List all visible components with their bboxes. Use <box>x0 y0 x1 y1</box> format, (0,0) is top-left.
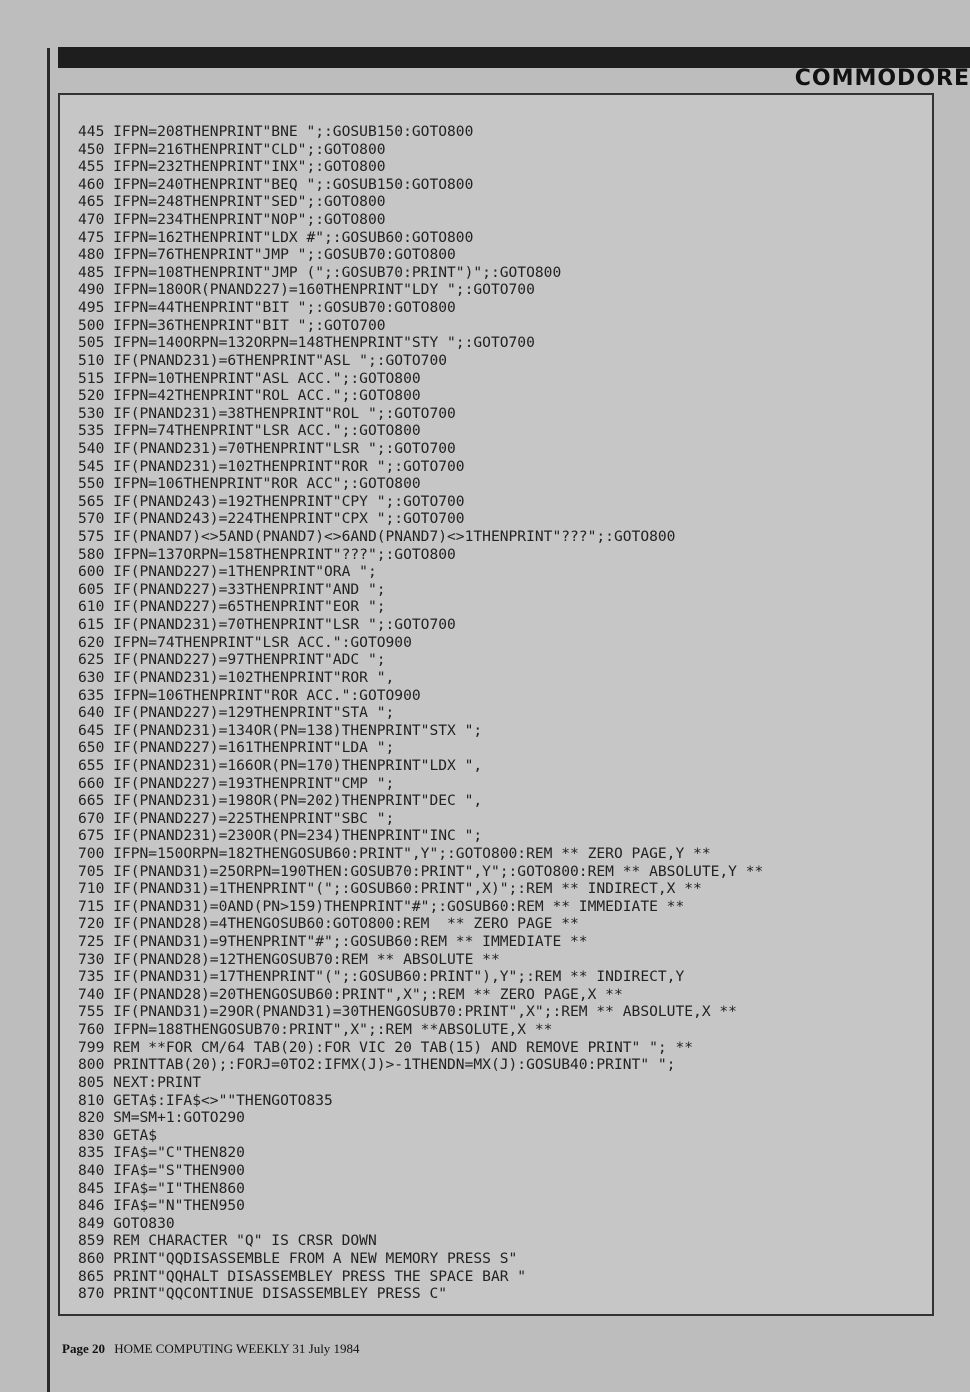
code-line: 670 IF(PNAND227)=225THENPRINT"SBC "; <box>78 809 395 827</box>
code-line: 500 IFPN=36THENPRINT"BIT ";:GOTO700 <box>78 316 386 334</box>
code-line: 570 IF(PNAND243)=224THENPRINT"CPX ";:GOTO700 <box>78 510 465 528</box>
code-line: 515 IFPN=10THENPRINT"ASL ACC.";:GOTO800 <box>78 369 421 387</box>
code-line: 799 REM **FOR CM/64 TAB(20):FOR VIC 20 TAB(15) AND REMOVE PRINT" "; ** <box>78 1038 694 1056</box>
code-line: 645 IF(PNAND231)=134OR(PN=138)THENPRINT"STX "; <box>78 721 483 739</box>
code-line: 760 IFPN=188THENGOSUB70:PRINT",X";:REM **ABSOLUTE,X ** <box>78 1021 553 1039</box>
code-line: 846 IFA$="N"THEN950 <box>78 1197 245 1215</box>
code-line: 665 IF(PNAND231)=198OR(PN=202)THENPRINT"DEC ", <box>78 792 483 810</box>
code-line: 490 IFPN=180OR(PNAND227)=160THENPRINT"LDY ";:GOTO700 <box>78 281 535 299</box>
page-footer <box>62 1341 360 1357</box>
code-line: 820 SM=SM+1:GOTO290 <box>78 1109 245 1127</box>
section-title: COMMODORE <box>794 66 970 91</box>
code-line: 615 IF(PNAND231)=70THENPRINT"LSR ";:GOTO700 <box>78 616 456 634</box>
code-line: 535 IFPN=74THENPRINT"LSR ACC.";:GOTO800 <box>78 422 421 440</box>
code-line: 735 IF(PNAND31)=17THENPRINT"(";:GOSUB60:PRINT"),Y";:REM ** INDIRECT,Y <box>78 968 685 986</box>
code-line: 705 IF(PNAND31)=25ORPN=190THEN:GOSUB70:PRINT",Y";:GOTO800:REM ** ABSOLUTE,Y ** <box>78 862 764 880</box>
program-listing-box <box>58 93 934 1316</box>
code-line: 575 IF(PNAND7)<>5AND(PNAND7)<>6AND(PNAND7)<>1THENPRINT"???";:GOTO800 <box>78 528 676 546</box>
code-line: 655 IF(PNAND231)=166OR(PN=170)THENPRINT"LDX ", <box>78 756 483 774</box>
code-line: 465 IFPN=248THENPRINT"SED";:GOTO800 <box>78 193 386 211</box>
code-line: 495 IFPN=44THENPRINT"BIT ";:GOSUB70:GOTO800 <box>78 299 456 317</box>
code-line: 630 IF(PNAND231)=102THENPRINT"ROR ", <box>78 668 395 686</box>
code-line: 660 IF(PNAND227)=193THENPRINT"CMP "; <box>78 774 395 792</box>
code-line: 849 GOTO830 <box>78 1214 175 1232</box>
program-listing <box>78 123 763 1303</box>
code-line: 830 GETA$ <box>78 1126 158 1144</box>
code-line: 600 IF(PNAND227)=1THENPRINT"ORA "; <box>78 563 377 581</box>
code-line: 740 IF(PNAND28)=20THENGOSUB60:PRINT",X";:REM ** ZERO PAGE,X ** <box>78 985 623 1003</box>
code-line: 530 IF(PNAND231)=38THENPRINT"ROL ";:GOTO700 <box>78 404 456 422</box>
code-line: 460 IFPN=240THENPRINT"BEQ ";:GOSUB150:GOTO800 <box>78 175 474 193</box>
code-line: 870 PRINT"QQCONTINUE DISASSEMBLEY PRESS C" <box>78 1285 448 1303</box>
code-line: 635 IFPN=106THENPRINT"ROR ACC.":GOTO900 <box>78 686 421 704</box>
code-line: 540 IF(PNAND231)=70THENPRINT"LSR ";:GOTO700 <box>78 439 456 457</box>
code-line: 610 IF(PNAND227)=65THENPRINT"EOR "; <box>78 598 386 616</box>
code-line: 730 IF(PNAND28)=12THENGOSUB70:REM ** ABSOLUTE ** <box>78 950 500 968</box>
code-line: 810 GETA$:IFA$<>""THENGOTO835 <box>78 1091 333 1109</box>
code-line: 710 IF(PNAND31)=1THENPRINT"(";:GOSUB60:PRINT",X)";:REM ** INDIRECT,X ** <box>78 880 702 898</box>
code-line: 475 IFPN=162THENPRINT"LDX #";:GOSUB60:GOTO800 <box>78 228 474 246</box>
code-line: 510 IF(PNAND231)=6THENPRINT"ASL ";:GOTO700 <box>78 351 448 369</box>
code-line: 480 IFPN=76THENPRINT"JMP ";:GOSUB70:GOTO800 <box>78 246 456 264</box>
code-line: 640 IF(PNAND227)=129THENPRINT"STA "; <box>78 704 395 722</box>
code-line: 580 IFPN=137ORPN=158THENPRINT"???";:GOTO800 <box>78 545 456 563</box>
code-line: 450 IFPN=216THENPRINT"CLD";:GOTO800 <box>78 140 386 158</box>
code-line: 520 IFPN=42THENPRINT"ROL ACC.";:GOTO800 <box>78 387 421 405</box>
code-line: 725 IF(PNAND31)=9THENPRINT"#";:GOSUB60:REM ** IMMEDIATE ** <box>78 933 588 951</box>
code-line: 715 IF(PNAND31)=0AND(PN>159)THENPRINT"#";:GOSUB60:REM ** IMMEDIATE ** <box>78 897 685 915</box>
code-line: 859 REM CHARACTER "Q" IS CRSR DOWN <box>78 1232 377 1250</box>
code-line: 505 IFPN=140ORPN=132ORPN=148THENPRINT"STY ";:GOTO700 <box>78 334 535 352</box>
code-line: 865 PRINT"QQHALT DISASSEMBLEY PRESS THE SPACE BAR " <box>78 1267 527 1285</box>
page-edge-rule <box>47 48 50 1392</box>
code-line: 675 IF(PNAND231)=230OR(PN=234)THENPRINT"INC "; <box>78 827 483 845</box>
code-line: 455 IFPN=232THENPRINT"INX";:GOTO800 <box>78 158 386 176</box>
code-line: 545 IF(PNAND231)=102THENPRINT"ROR ";:GOTO700 <box>78 457 465 475</box>
code-line: 650 IF(PNAND227)=161THENPRINT"LDA "; <box>78 739 395 757</box>
code-line: 445 IFPN=208THENPRINT"BNE ";:GOSUB150:GOTO800 <box>78 123 474 140</box>
code-line: 835 IFA$="C"THEN820 <box>78 1144 245 1162</box>
code-line: 485 IFPN=108THENPRINT"JMP (";:GOSUB70:PRINT")";:GOTO800 <box>78 263 562 281</box>
code-line: 755 IF(PNAND31)=29OR(PNAND31)=30THENGOSUB70:PRINT",X";:REM ** ABSOLUTE,X ** <box>78 1003 737 1021</box>
code-line: 550 IFPN=106THENPRINT"ROR ACC";:GOTO800 <box>78 475 421 493</box>
code-line: 845 IFA$="I"THEN860 <box>78 1179 245 1197</box>
page-number: Page 20 <box>62 1341 105 1356</box>
code-line: 605 IF(PNAND227)=33THENPRINT"AND "; <box>78 580 386 598</box>
code-line: 565 IF(PNAND243)=192THENPRINT"CPY ";:GOTO700 <box>78 492 465 510</box>
header-bar <box>58 47 970 68</box>
code-line: 860 PRINT"QQDISASSEMBLE FROM A NEW MEMORY PRESS S" <box>78 1250 518 1267</box>
code-line: 700 IFPN=150ORPN=182THENGOSUB60:PRINT",Y";:GOTO800:REM ** ZERO PAGE,Y ** <box>78 844 711 862</box>
code-line: 800 PRINTTAB(20);:FORJ=0TO2:IFMX(J)>-1THENDN=MX(J):GOSUB40:PRINT" "; <box>78 1056 676 1074</box>
code-line: 805 NEXT:PRINT <box>78 1073 202 1091</box>
code-line: 840 IFA$="S"THEN900 <box>78 1161 245 1179</box>
publication-info: HOME COMPUTING WEEKLY 31 July 1984 <box>114 1341 360 1356</box>
code-line: 625 IF(PNAND227)=97THENPRINT"ADC "; <box>78 651 386 669</box>
code-line: 620 IFPN=74THENPRINT"LSR ACC.":GOTO900 <box>78 633 412 651</box>
code-line: 720 IF(PNAND28)=4THENGOSUB60:GOTO800:REM ** ZERO PAGE ** <box>78 915 579 933</box>
code-line: 470 IFPN=234THENPRINT"NOP";:GOTO800 <box>78 211 386 229</box>
